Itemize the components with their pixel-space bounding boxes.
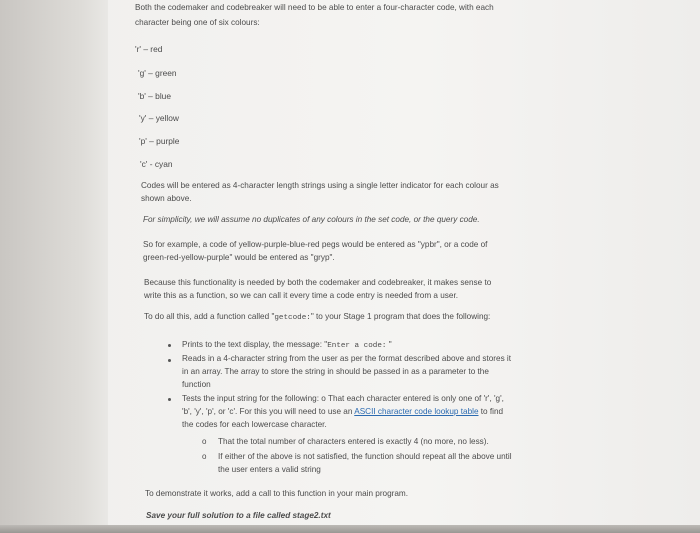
simplicity-note: For simplicity, we will assume no duplicates of any colours in the set code, or the query code.: [143, 215, 480, 224]
bullet-3-line-3: the codes for each lowercase character.: [182, 420, 327, 429]
bullet-1: [182, 338, 392, 353]
bullet-dot-3: [168, 398, 171, 401]
colour-cyan: 'c' - cyan: [140, 159, 173, 169]
bullet-3-pre: 'b', 'y', 'p', or 'c'. For this you will need to use an: [182, 407, 355, 416]
ascii-table-link[interactable]: ASCII character code lookup table: [354, 407, 479, 416]
example-line-2: green-red-yellow-purple" would be entered as "gryp".: [143, 253, 335, 262]
colour-green: 'g' – green: [138, 68, 177, 78]
colour-purple: 'p' – purple: [139, 136, 180, 146]
intro-line-2: character being one of six colours:: [135, 18, 260, 27]
bullet-3-post: to find: [478, 407, 504, 416]
todo-pre: To do all this, add a function called ": [144, 312, 275, 321]
todo-line: [144, 310, 490, 325]
bullet-2-line-3: function: [182, 380, 211, 389]
colour-yellow: 'y' – yellow: [139, 113, 179, 123]
todo-function-name: getcode:: [274, 314, 311, 322]
bullet-2-line-2: in an array. The array to store the string in should be passed in as a parameter to the: [182, 367, 489, 376]
colour-red: 'r' – red: [135, 44, 163, 54]
sub-bullet-2-line-2: the user enters a valid string: [218, 465, 321, 474]
example-line-1: So for example, a code of yellow-purple-blue-red pegs would be entered as "ypbr", or a code of: [143, 240, 488, 249]
bullet-dot-1: [168, 344, 171, 347]
todo-post: " to your Stage 1 program that does the following:: [310, 312, 491, 321]
because-line-2: write this as a function, so we can call it every time a code entry is needed from a user.: [144, 291, 459, 300]
codes-line-1: Codes will be entered as 4-character length strings using a single letter indicator for each colour as: [141, 181, 499, 190]
intro-line-1: Both the codemaker and codebreaker will need to be able to enter a four-character code, with each: [135, 3, 494, 12]
bullet-1-post: ": [386, 340, 392, 349]
colour-blue: 'b' – blue: [138, 91, 172, 101]
page-left-shadow: [0, 0, 108, 533]
bullet-dot-2: [168, 359, 171, 362]
bullet-3-line-2: [182, 405, 503, 418]
because-line-1: Because this functionality is needed by both the codemaker and codebreaker, it makes sense to: [144, 278, 492, 287]
sub-bullet-1: That the total number of characters entered is exactly 4 (no more, no less).: [218, 437, 489, 446]
bullet-1-message: Enter a code:: [327, 342, 387, 350]
bottom-shadow: [0, 525, 700, 533]
bullet-3-line-1: Tests the input string for the following: o That each character entered is only one of 'r', 'g',: [182, 394, 504, 403]
sub-bullet-marker-2: o: [202, 452, 207, 461]
sub-bullet-2-line-1: If either of the above is not satisfied, the function should repeat all the above until: [218, 452, 512, 461]
save-instruction: Save your full solution to a file called stage2.txt: [146, 511, 331, 520]
bullet-1-pre: Prints to the text display, the message: ": [182, 340, 328, 349]
sub-bullet-marker-1: o: [202, 437, 207, 446]
codes-line-2: shown above.: [141, 194, 192, 203]
demonstrate-line: To demonstrate it works, add a call to this function in your main program.: [145, 489, 409, 498]
bullet-2-line-1: Reads in a 4-character string from the user as per the format described above and stores it: [182, 354, 512, 363]
